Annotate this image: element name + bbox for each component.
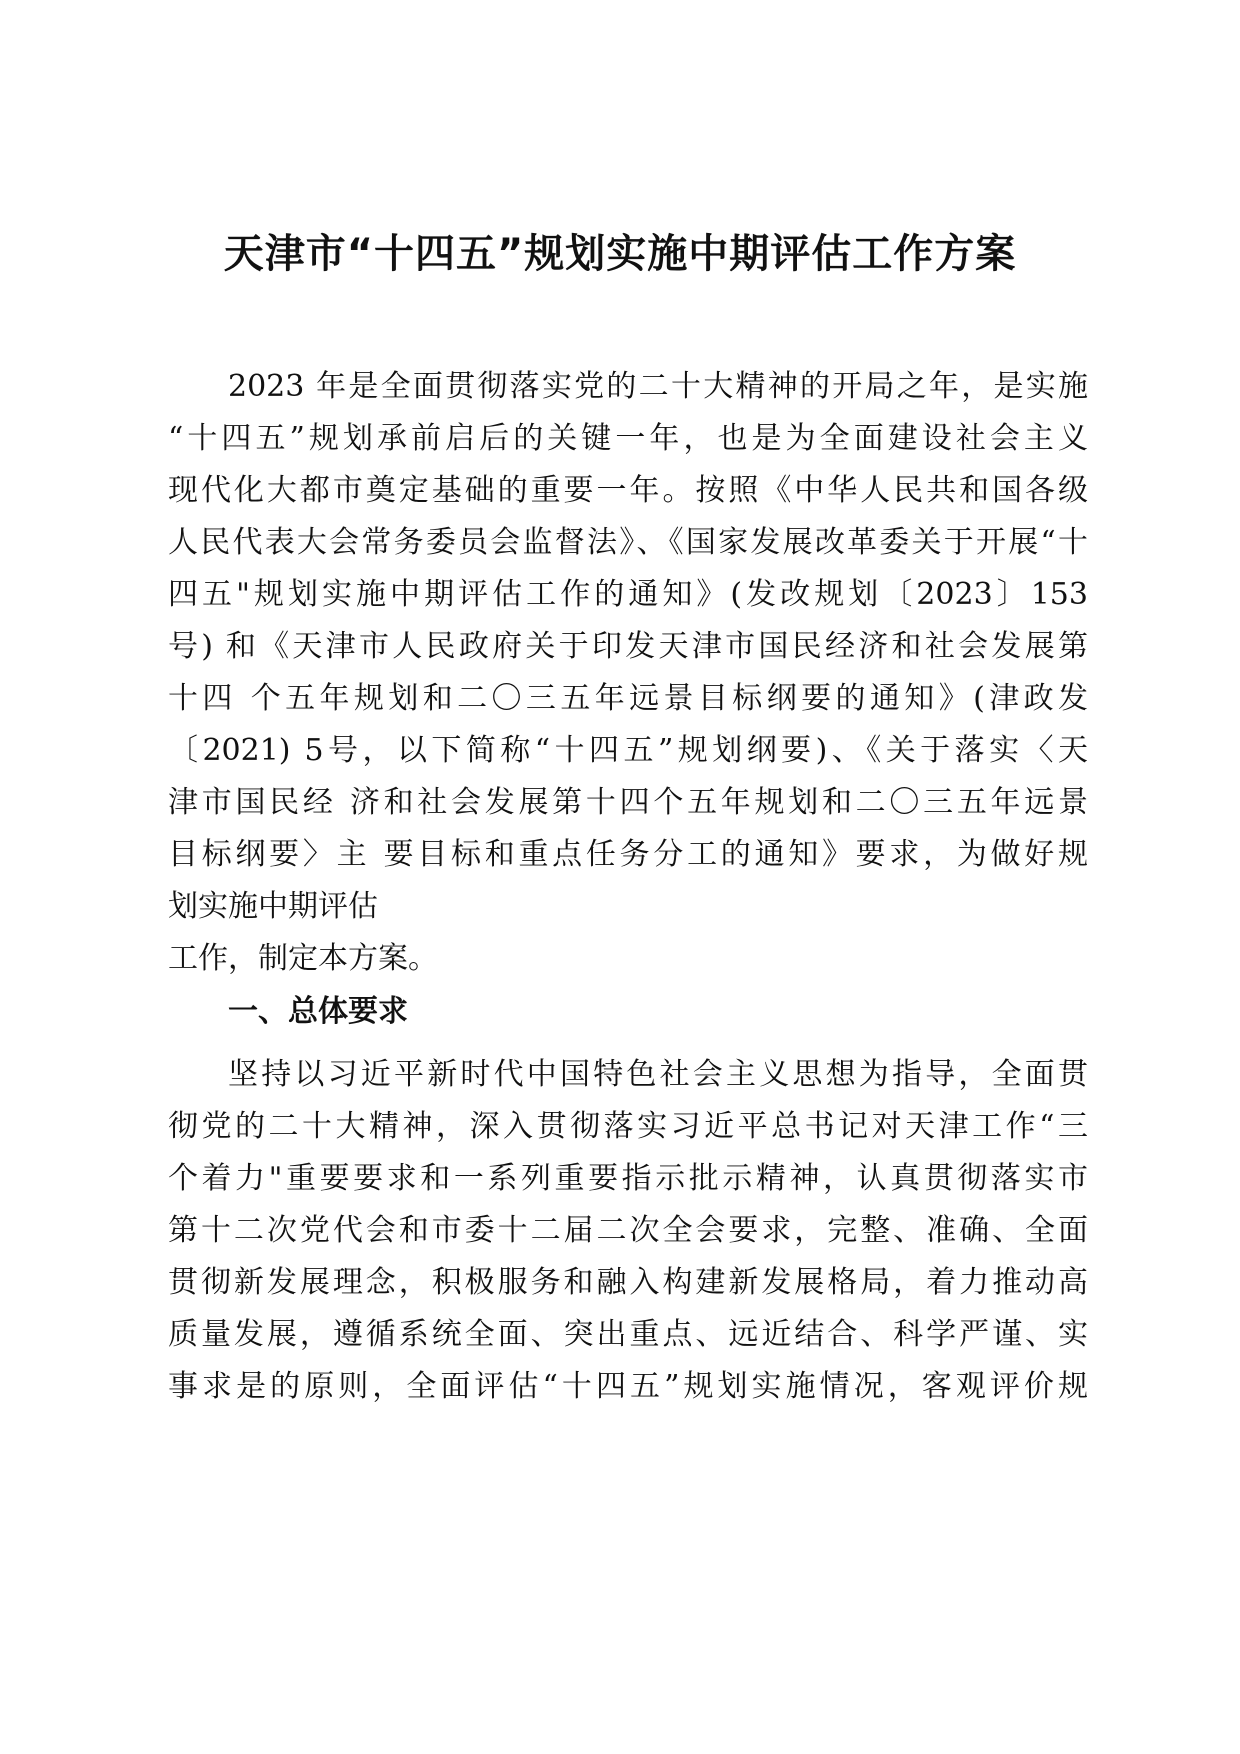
text-line: 2023 年是全面贯彻落实党的二十大精神的开局之年，是实施 [228, 369, 1088, 404]
text-line: 现代化大都市奠定基础的重要一年。按照《中华人民共和国各级 [168, 473, 1088, 508]
intro-paragraph [168, 361, 1088, 985]
text-line: “十四五”规划承前启后的关键一年，也是为全面建设社会主义 [168, 421, 1088, 456]
text-line: 坚持以习近平新时代中国特色社会主义思想为指导，全面贯 [228, 1057, 1088, 1092]
text-line: 〔2021) 5号，以下简称“十四五”规划纲要)、《关于落实〈天 [168, 733, 1088, 768]
text-line: 目标纲要〉主 要目标和重点任务分工的通知》要求，为做好规 [168, 837, 1088, 872]
section-heading: 一、总体要求 [228, 994, 408, 1029]
text-line: 人民代表大会常务委员会监督法》、《国家发展改革委关于开展“十 [168, 525, 1088, 560]
document-title: 天津市“十四五”规划实施中期评估工作方案 [223, 231, 1017, 277]
text-line: 工作，制定本方案。 [168, 941, 438, 976]
text-line: 划实施中期评估 [168, 889, 378, 924]
text-line: 质量发展，遵循系统全面、突出重点、远近结合、科学严谨、实 [168, 1317, 1088, 1352]
text-line: 四五"规划实施中期评估工作的通知》(发改规划〔2023〕153 [168, 577, 1088, 612]
text-line: 津市国民经 济和社会发展第十四个五年规划和二〇三五年远景 [168, 785, 1088, 820]
section-paragraph [168, 1049, 1088, 1413]
text-line: 彻党的二十大精神，深入贯彻落实习近平总书记对天津工作“三 [168, 1109, 1088, 1144]
text-line: 号) 和《天津市人民政府关于印发天津市国民经济和社会发展第 [168, 629, 1088, 664]
text-line: 十四 个五年规划和二〇三五年远景目标纲要的通知》(津政发 [168, 681, 1088, 716]
text-line: 个着力"重要要求和一系列重要指示批示精神，认真贯彻落实市 [168, 1161, 1088, 1196]
text-line: 贯彻新发展理念，积极服务和融入构建新发展格局，着力推动高 [168, 1265, 1088, 1300]
text-line: 事求是的原则，全面评估“十四五”规划实施情况，客观评价规 [168, 1369, 1088, 1404]
text-line: 第十二次党代会和市委十二届二次全会要求，完整、准确、全面 [168, 1213, 1088, 1248]
